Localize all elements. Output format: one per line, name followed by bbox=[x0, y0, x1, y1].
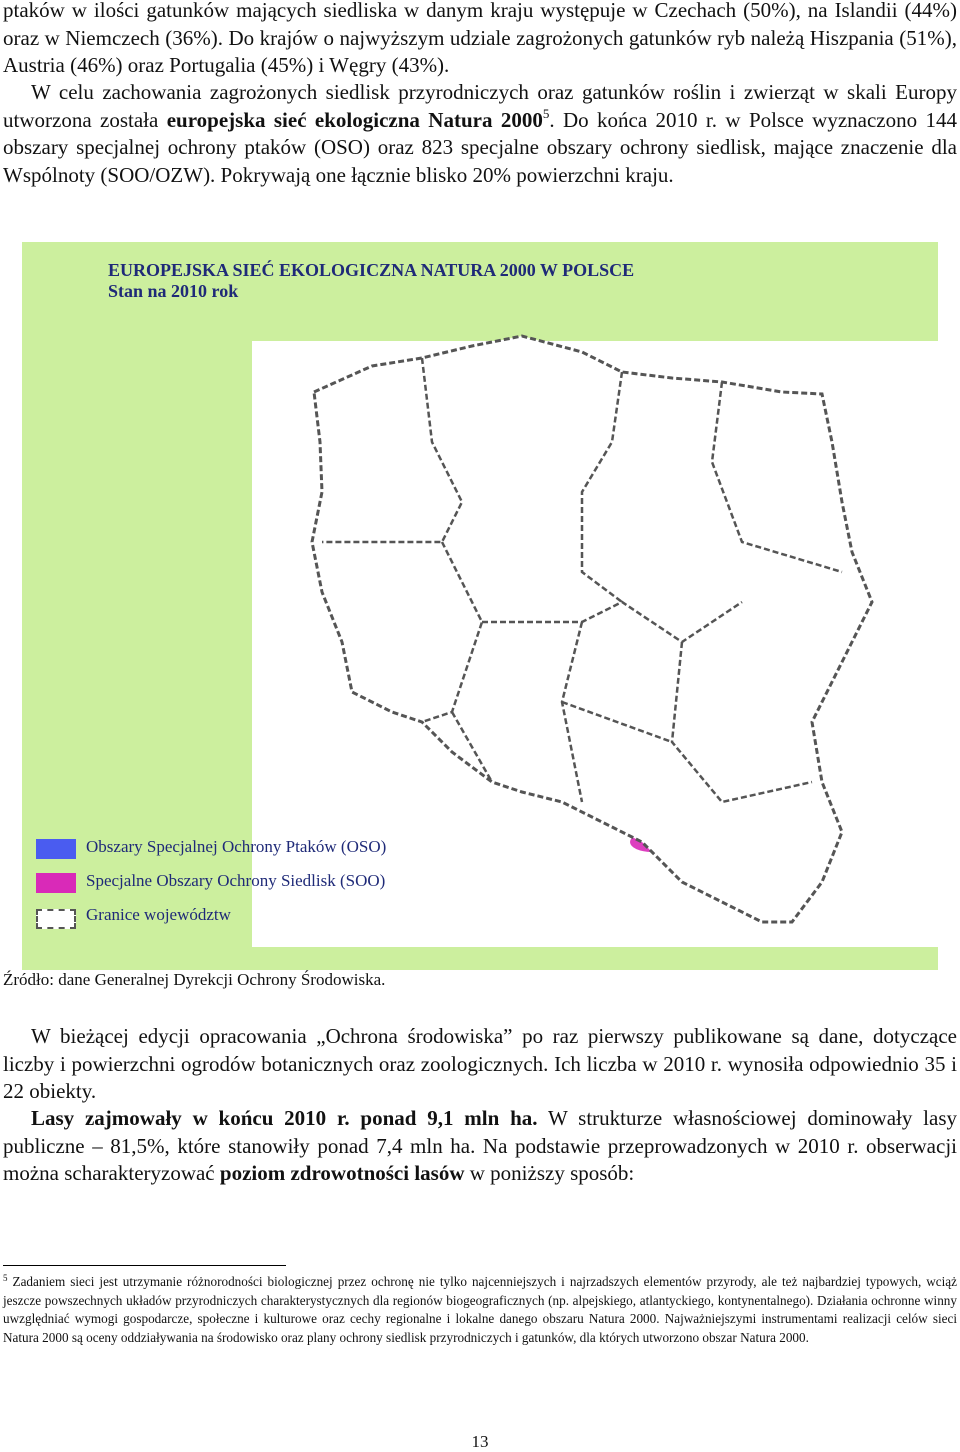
legend-label-soo: Specjalne Obszary Ochrony Siedlisk (SOO) bbox=[86, 871, 386, 890]
forest-area-statement: Lasy zajmowały w końcu 2010 r. ponad 9,1 mln ha. bbox=[31, 1106, 538, 1130]
legend-label-borders: Granice województw bbox=[86, 905, 231, 924]
natura-2000-map-figure bbox=[22, 242, 938, 970]
footnote-number: 5 bbox=[3, 1273, 8, 1283]
map-title: EUROPEJSKA SIEĆ EKOLOGICZNA NATURA 2000 W POLSCE Stan na 2010 rok bbox=[108, 260, 635, 301]
paragraph-3: W bieżącej edycji opracowania „Ochrona środowiska” po raz pierwszy publikowane są dane, dotyczące liczby i powierzchni ogrodów botanicznych oraz zoologicznych. Ich liczba w 2010 r. wynosiła odpowiednio 35 i 22 obiekty. bbox=[3, 1024, 957, 1103]
border-swatch bbox=[36, 909, 76, 929]
footnote: $^5$ Zadaniem sieci jest utrzymanie różnorodności biologicznej przez ochronę nie tylko najcenniejszych i najrzadszych elementów przyrody, ale też najbardziej typowych, wciąż jeszcze powszechnych układów przyrodniczych charakterystycznych dla regionów biogeograficznych (np. alpejskiego, atlantyckiego, kontynentalnego). Działania ochronne winny uwzględniać wymogi gospodarcze, społeczne i kulturowe oraz cechy regionalne i lokalne danego obszaru Natura 2000. Najważniejszymi instrumentami realizacji celów sieci Natura 2000 są oceny oddziaływania na środowisko oraz plany ochrony siedlisk przyrodniczych i gatunków, dla których utworzono obszar Natura 2000. bbox=[3, 1273, 957, 1345]
voivodeship-borders bbox=[312, 336, 872, 922]
soo-swatch bbox=[36, 873, 76, 893]
poland-map bbox=[22, 242, 938, 970]
figure-source: Źródło: dane Generalnej Dyrekcji Ochrony Środowiska. bbox=[3, 970, 386, 989]
paragraph-4: Lasy zajmowały w końcu 2010 r. ponad 9,1 mln ha. W strukturze własnościowej dominowały lasy publiczne – 81,5%, które stanowiły ponad 7,4 mln ha. Na podstawie przeprowadzonych w 2010 r. obserwacji można scharakteryzować poziom zdrowotności lasów w poniższy sposób: bbox=[3, 1106, 957, 1185]
forest-health-term: poziom zdrowotności lasów bbox=[219, 1161, 465, 1185]
page-number: 13 bbox=[471, 1432, 489, 1451]
footnote-ref: 5 bbox=[542, 105, 550, 121]
legend-label-oso: Obszary Specjalnej Ochrony Ptaków (OSO) bbox=[86, 837, 387, 856]
country-outline bbox=[312, 336, 872, 922]
natura-2000-term: europejska sieć ekologiczna Natura 2000 bbox=[166, 107, 543, 132]
paragraph-1: ptaków w ilości gatunków mających siedliska w danym kraju występuje w Czechach (50%), na Islandii (44%) oraz w Niemczech (36%). Do krajów o najwyższym udziale zagrożonych gatunków ryb należą Hiszpania (51%), Austria (46%) oraz Portugalia (45%) i Węgry (43%). bbox=[3, 0, 957, 77]
paragraph-2: W celu zachowania zagrożonych siedlisk przyrodniczych oraz gatunków roślin i zwierząt w skali Europy utworzona została europejska sieć ekologiczna Natura 2000$^5$. Do końca 2010 r. w Polsce wyznaczono 144 obszary specjalnej ochrony ptaków (OSO) oraz 823 specjalne obszary ochrony siedlisk, mające znaczenie dla Wspólnoty (SOO/OZW). Pokrywają one łącznie blisko 20% powierzchni kraju. bbox=[3, 80, 957, 187]
oso-swatch bbox=[36, 839, 76, 859]
footnote-separator bbox=[3, 1265, 286, 1266]
